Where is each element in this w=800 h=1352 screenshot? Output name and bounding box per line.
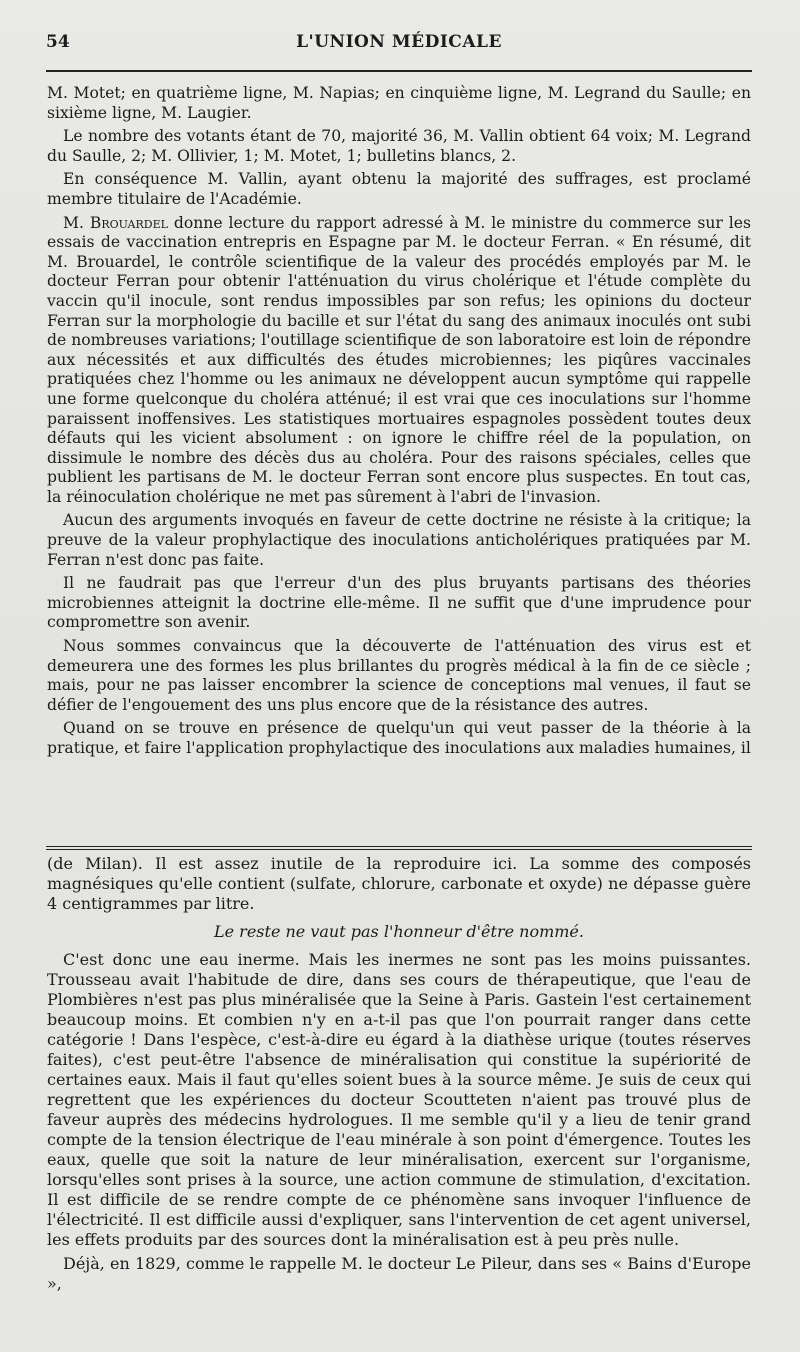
upper-article [47, 84, 751, 763]
paragraph-prefix: M. [63, 213, 90, 232]
speaker-name: Brouardel [89, 213, 168, 232]
paragraph: Aucun des arguments invoqués en faveur de cette doctrine ne résiste à la critique; la preuve de la valeur prophylactique des inoculations anticholériques pratiquées par M. Ferran n'est donc pas faite. [47, 511, 751, 569]
header-rule [46, 70, 752, 72]
paragraph: Quand on se trouve en présence de quelqu'un qui veut passer de la théorie à la pratique, et faire l'application prophylactique des inoculations aux maladies humaines, il [47, 719, 751, 757]
page-number: 54 [46, 32, 70, 52]
paragraph: Il ne faudrait pas que l'erreur d'un des plus bruyants partisans des théories microbiennes atteignit la doctrine elle-même. Il ne suffit que d'une imprudence pour compromettre son avenir. [47, 574, 751, 632]
section-separator-rule [46, 846, 752, 850]
paragraph: C'est donc une eau inerme. Mais les inermes ne sont pas les moins puissantes. Trousseau avait l'habitude de dire, dans ses cours de thérapeutique, que l'eau de Plombières n'est pas plus minéralisée que la Seine à Paris. Gastein l'est certainement beaucoup moins. Et combien n'y en a-t-il pas que l'on pourrait ranger dans cette catégorie ! Dans l'espèce, c'est-à-dire eu égard à la diathèse urique (toutes réserves faites), c'est peut-être l'absence de minéralisation qui constitue la supériorité de certaines eaux. Mais il faut qu'elles soient bues à la source même. Je suis de ceux qui regrettent que les expériences du docteur Scoutteten n'aient pas trouvé plus de faveur auprès des médecins hydrologues. Il me semble qu'il y a lieu de tenir grand compte de la tension électrique de l'eau minérale à son point d'émergence. Toutes les eaux, quelle que soit la nature de leur minéralisation, exercent sur l'organisme, lorsqu'elles sont prises à la source, une action commune de stimulation, d'excitation. Il est difficile de se rendre compte de ce phénomène sans invoquer l'influence de l'électricité. Il est difficile aussi d'expliquer, sans l'intervention de cet agent universel, les effets produits par des sources dont la minéralisation est à peu près nulle. [47, 950, 751, 1249]
paragraph: Le nombre des votants étant de 70, majorité 36, M. Vallin obtient 64 voix; M. Legrand du Saulle, 2; M. Ollivier, 1; M. Motet, 1; bulletins blancs, 2. [47, 127, 751, 165]
paragraph: (de Milan). Il est assez inutile de la reproduire ici. La somme des composés magnésiques qu'elle contient (sulfate, chlorure, carbonate et oxyde) ne dépasse guère 4 centigrammes par litre. [47, 854, 751, 913]
quotation: Le reste ne vaut pas l'honneur d'être nommé. [214, 922, 584, 941]
paragraph-text: donne lecture du rapport adressé à M. le ministre du commerce sur les essais de vaccination entrepris en Espagne par M. le docteur Ferran. « En résumé, dit M. Brouardel, le contrôle scientifique de la valeur des procédés employés par M. le docteur Ferran pour obtenir l'atténuation du virus cholérique et l'étude complète du vaccin qu'il inocule, sont rendus impossibles par son refus; les opinions du docteur Ferran sur la morphologie du bacille et sur l'état du sang des animaux inoculés ont subi de nombreuses variations; l'outillage scientifique de son laboratoire est loin de répondre aux nécessités et aux difficultés des études microbiennes; les piqûres vaccinales pratiquées chez l'homme ou les animaux ne développent aucun symptôme qui rappelle une forme quelconque du choléra atténué; il est vrai que ces inoculations sur l'homme paraissent inoffensives. Les statistiques mortuaires espagnoles possèdent toutes deux défauts qui les vicient absolument : on ignore le chiffre réel de la population, on dissimule le nombre des décès dus au choléra. Pour des raisons spéciales, celles que publient les partisans de M. le docteur Ferran sont encore plus suspectes. En tout cas, la réinoculation cholérique ne met pas sûrement à l'abri de l'invasion. [47, 213, 751, 506]
page-header [46, 32, 752, 62]
paragraph: Déjà, en 1829, comme le rappelle M. le docteur Le Pileur, dans ses « Bains d'Europe », [47, 1254, 751, 1293]
paragraph: M. Motet; en quatrième ligne, M. Napias; en cinquième ligne, M. Legrand du Saulle; en sixième ligne, M. Laugier. [47, 84, 751, 122]
paragraph: En conséquence M. Vallin, ayant obtenu la majorité des suffrages, est proclamé membre titulaire de l'Académie. [47, 170, 751, 208]
paragraph-brouardel [47, 214, 751, 508]
lower-feuilleton [47, 854, 751, 1298]
journal-title: L'UNION MÉDICALE [296, 32, 502, 52]
paragraph: Nous sommes convaincus que la découverte de l'atténuation des virus est et demeurera une des formes les plus brillantes du progrès médical à la fin de ce siècle ; mais, pour ne pas laisser encombrer la science de conceptions mal venues, il faut se défier de l'engouement des uns plus encore que de la résistance des autres. [47, 637, 751, 714]
